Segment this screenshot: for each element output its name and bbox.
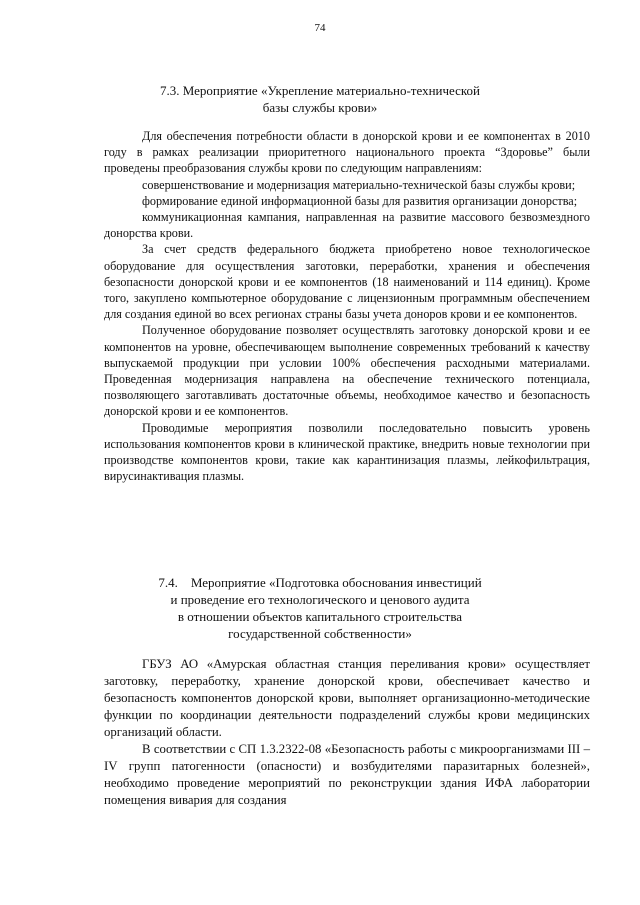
heading-line: государственной собственности» (228, 626, 412, 641)
heading-line: 7.4. Мероприятие «Подготовка обоснования инвестиций (158, 575, 482, 590)
heading-line: базы службы крови» (262, 100, 378, 115)
paragraph: В соответствии с СП 1.3.2322-08 «Безопасность работы с микроорганизмами III – IV групп патогенности (опасности) и возбудителями паразитарных болезней», необходимо проведение мероприятий по реконструкции здания ИФА лаборатории помещения вивария для создания (104, 742, 590, 807)
paragraph: формирование единой информационной базы для развития организации донорства; (142, 193, 578, 208)
section-7-3-body (104, 128, 590, 484)
section-7-4-body (104, 656, 590, 809)
paragraph: ГБУЗ АО «Амурская областная станция переливания крови» осуществляет заготовку, переработку, хранение донорской крови, обеспечивает качество и безопасность компонентов донорской крови, выполняет организационно-методические функции по координации деятельности подразделений службы крови медицинских организаций области. (104, 657, 590, 739)
paragraph: совершенствование и модернизация материально-технической базы службы крови; (142, 177, 576, 192)
paragraph: Проводимые мероприятия позволили последовательно повысить уровень использования компонентов крови в клинической практике, внедрить новые технологии при производстве компонентов крови, такие как карантинизация плазмы, лейкофильтрация, вирусинактивация плазмы. (104, 420, 590, 484)
heading-line: 7.3. Мероприятие «Укрепление материально-технической (159, 83, 481, 98)
heading-line: в отношении объектов капитального строительства (177, 609, 463, 624)
paragraph: Для обеспечения потребности области в донорской крови и ее компонентах в 2010 году в рамках реализации приоритетного национального проекта “Здоровье” были проведены преобразования службы крови по следующим направлениям: (104, 129, 590, 176)
paragraph: Полученное оборудование позволяет осуществлять заготовку донорской крови и ее компонентов на уровне, обеспечивающем выполнение современных требований к качеству выпускаемой продукции при условии 100% обеспечения расходными материалами. Проведенная модернизация направлена на обеспечение технического потенциала, позволяющего заготавливать достаточные объемы, необходимое качество и безопасность донорской крови и ее компонентов. (104, 323, 590, 419)
section-7-3-heading (100, 82, 540, 116)
page-number: 74 (314, 22, 326, 34)
heading-line: и проведение его технологического и ценового аудита (170, 592, 470, 607)
section-7-4-heading (100, 574, 540, 642)
paragraph: За счет средств федерального бюджета приобретено новое технологическое оборудование для осуществления заготовки, переработки, хранения и обеспечения безопасности донорской крови и ее компонентов (18 наименований и 114 единиц). Кроме того, закуплено компьютерное оборудование с лицензионным программным обеспечением для создания единой во всех регионах страны базы учета доноров крови и ее компонентов. (104, 242, 590, 322)
paragraph: коммуникационная кампания, направленная на развитие массового безвозмездного донорства крови. (104, 210, 590, 241)
